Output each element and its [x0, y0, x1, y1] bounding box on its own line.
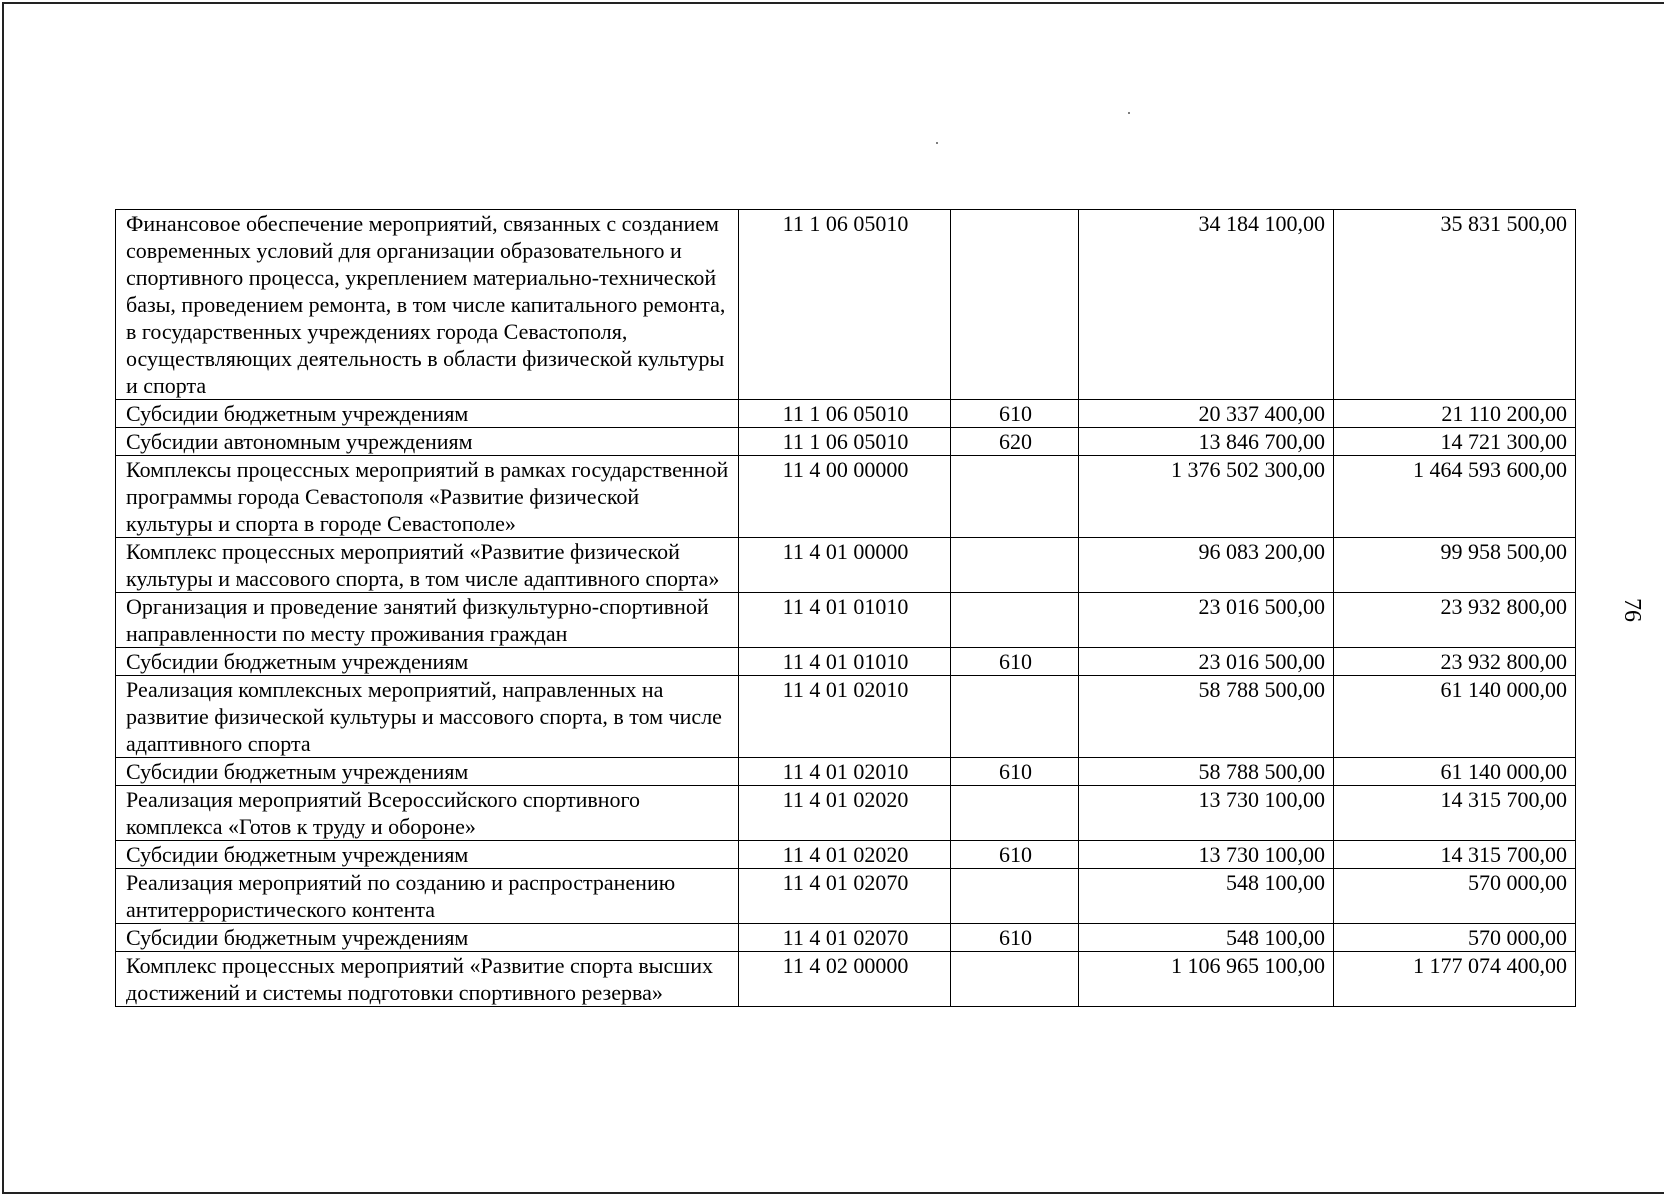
- row-type: [951, 952, 1079, 1007]
- row-type: 610: [951, 758, 1079, 786]
- row-sum-2: 14 315 700,00: [1334, 841, 1576, 869]
- scan-speck: [936, 142, 938, 144]
- row-type: 610: [951, 924, 1079, 952]
- row-sum-2: 21 110 200,00: [1334, 400, 1576, 428]
- table-row: [116, 924, 1576, 952]
- row-sum-2: 570 000,00: [1334, 924, 1576, 952]
- table-row: [116, 758, 1576, 786]
- table-row: [116, 841, 1576, 869]
- row-sum-1: 1 376 502 300,00: [1079, 456, 1334, 538]
- row-type: [951, 538, 1079, 593]
- row-name: Организация и проведение занятий физкультурно-спортивной направленности по месту проживания граждан: [116, 593, 739, 648]
- row-name: Финансовое обеспечение мероприятий, связанных с созданием современных условий для организации образовательного и спортивного процесса, укреплением материально-технической базы, проведением ремонта, в том числе капитального ремонта, в государственных учреждениях города Севастополя, осуществляющих деятельность в области физической культуры и спорта: [116, 210, 739, 400]
- row-name: Комплекс процессных мероприятий «Развитие физической культуры и массового спорта, в том числе адаптивного спорта»: [116, 538, 739, 593]
- row-code: 11 4 01 02010: [739, 676, 951, 758]
- row-name: Субсидии бюджетным учреждениям: [116, 400, 739, 428]
- table-row: [116, 210, 1576, 400]
- row-sum-2: 23 932 800,00: [1334, 648, 1576, 676]
- row-type: 610: [951, 841, 1079, 869]
- row-name: Комплексы процессных мероприятий в рамках государственной программы города Севастополя «Развитие физической культуры и спорта в городе Севастополе»: [116, 456, 739, 538]
- row-name: Реализация комплексных мероприятий, направленных на развитие физической культуры и массового спорта, в том числе адаптивного спорта: [116, 676, 739, 758]
- row-sum-1: 20 337 400,00: [1079, 400, 1334, 428]
- row-sum-2: 99 958 500,00: [1334, 538, 1576, 593]
- row-sum-1: 58 788 500,00: [1079, 676, 1334, 758]
- row-sum-1: 96 083 200,00: [1079, 538, 1334, 593]
- row-type: [951, 593, 1079, 648]
- table-row: [116, 593, 1576, 648]
- row-code: 11 1 06 05010: [739, 428, 951, 456]
- row-type: [951, 869, 1079, 924]
- budget-table: [115, 209, 1576, 1007]
- row-type: [951, 456, 1079, 538]
- row-code: 11 1 06 05010: [739, 210, 951, 400]
- table-row: [116, 786, 1576, 841]
- row-code: 11 4 01 02020: [739, 841, 951, 869]
- row-sum-2: 570 000,00: [1334, 869, 1576, 924]
- row-code: 11 4 01 02020: [739, 786, 951, 841]
- row-type: [951, 676, 1079, 758]
- row-type: [951, 210, 1079, 400]
- row-sum-2: 1 177 074 400,00: [1334, 952, 1576, 1007]
- row-code: 11 4 00 00000: [739, 456, 951, 538]
- budget-table-body: [116, 210, 1576, 1007]
- row-sum-1: 23 016 500,00: [1079, 593, 1334, 648]
- row-name: Субсидии бюджетным учреждениям: [116, 924, 739, 952]
- row-type: 610: [951, 648, 1079, 676]
- table-row: [116, 428, 1576, 456]
- row-code: 11 4 01 02010: [739, 758, 951, 786]
- row-name: Субсидии бюджетным учреждениям: [116, 648, 739, 676]
- row-sum-1: 58 788 500,00: [1079, 758, 1334, 786]
- row-sum-1: 13 730 100,00: [1079, 841, 1334, 869]
- table-row: [116, 676, 1576, 758]
- row-sum-2: 14 315 700,00: [1334, 786, 1576, 841]
- row-type: [951, 786, 1079, 841]
- row-sum-2: 14 721 300,00: [1334, 428, 1576, 456]
- row-sum-2: 23 932 800,00: [1334, 593, 1576, 648]
- row-name: Комплекс процессных мероприятий «Развитие спорта высших достижений и системы подготовки спортивного резерва»: [116, 952, 739, 1007]
- table-row: [116, 456, 1576, 538]
- row-sum-1: 13 846 700,00: [1079, 428, 1334, 456]
- row-type: 620: [951, 428, 1079, 456]
- row-code: 11 4 01 01010: [739, 593, 951, 648]
- row-code: 11 4 01 02070: [739, 869, 951, 924]
- row-name: Реализация мероприятий по созданию и распространению антитеррористического контента: [116, 869, 739, 924]
- row-type: 610: [951, 400, 1079, 428]
- row-sum-1: 13 730 100,00: [1079, 786, 1334, 841]
- scan-speck: [1128, 112, 1130, 114]
- table-row: [116, 400, 1576, 428]
- table-row: [116, 648, 1576, 676]
- row-code: 11 1 06 05010: [739, 400, 951, 428]
- table-row: [116, 869, 1576, 924]
- table-row: [116, 952, 1576, 1007]
- row-name: Реализация мероприятий Всероссийского спортивного комплекса «Готов к труду и обороне»: [116, 786, 739, 841]
- row-name: Субсидии автономным учреждениям: [116, 428, 739, 456]
- row-sum-1: 1 106 965 100,00: [1079, 952, 1334, 1007]
- row-sum-2: 61 140 000,00: [1334, 758, 1576, 786]
- row-code: 11 4 01 01010: [739, 648, 951, 676]
- row-sum-1: 548 100,00: [1079, 869, 1334, 924]
- row-sum-2: 61 140 000,00: [1334, 676, 1576, 758]
- row-code: 11 4 01 02070: [739, 924, 951, 952]
- row-sum-1: 548 100,00: [1079, 924, 1334, 952]
- row-name: Субсидии бюджетным учреждениям: [116, 758, 739, 786]
- row-code: 11 4 02 00000: [739, 952, 951, 1007]
- row-code: 11 4 01 00000: [739, 538, 951, 593]
- row-sum-2: 35 831 500,00: [1334, 210, 1576, 400]
- row-sum-1: 34 184 100,00: [1079, 210, 1334, 400]
- row-sum-2: 1 464 593 600,00: [1334, 456, 1576, 538]
- table-row: [116, 538, 1576, 593]
- row-name: Субсидии бюджетным учреждениям: [116, 841, 739, 869]
- row-sum-1: 23 016 500,00: [1079, 648, 1334, 676]
- page-number: 76: [1619, 598, 1645, 622]
